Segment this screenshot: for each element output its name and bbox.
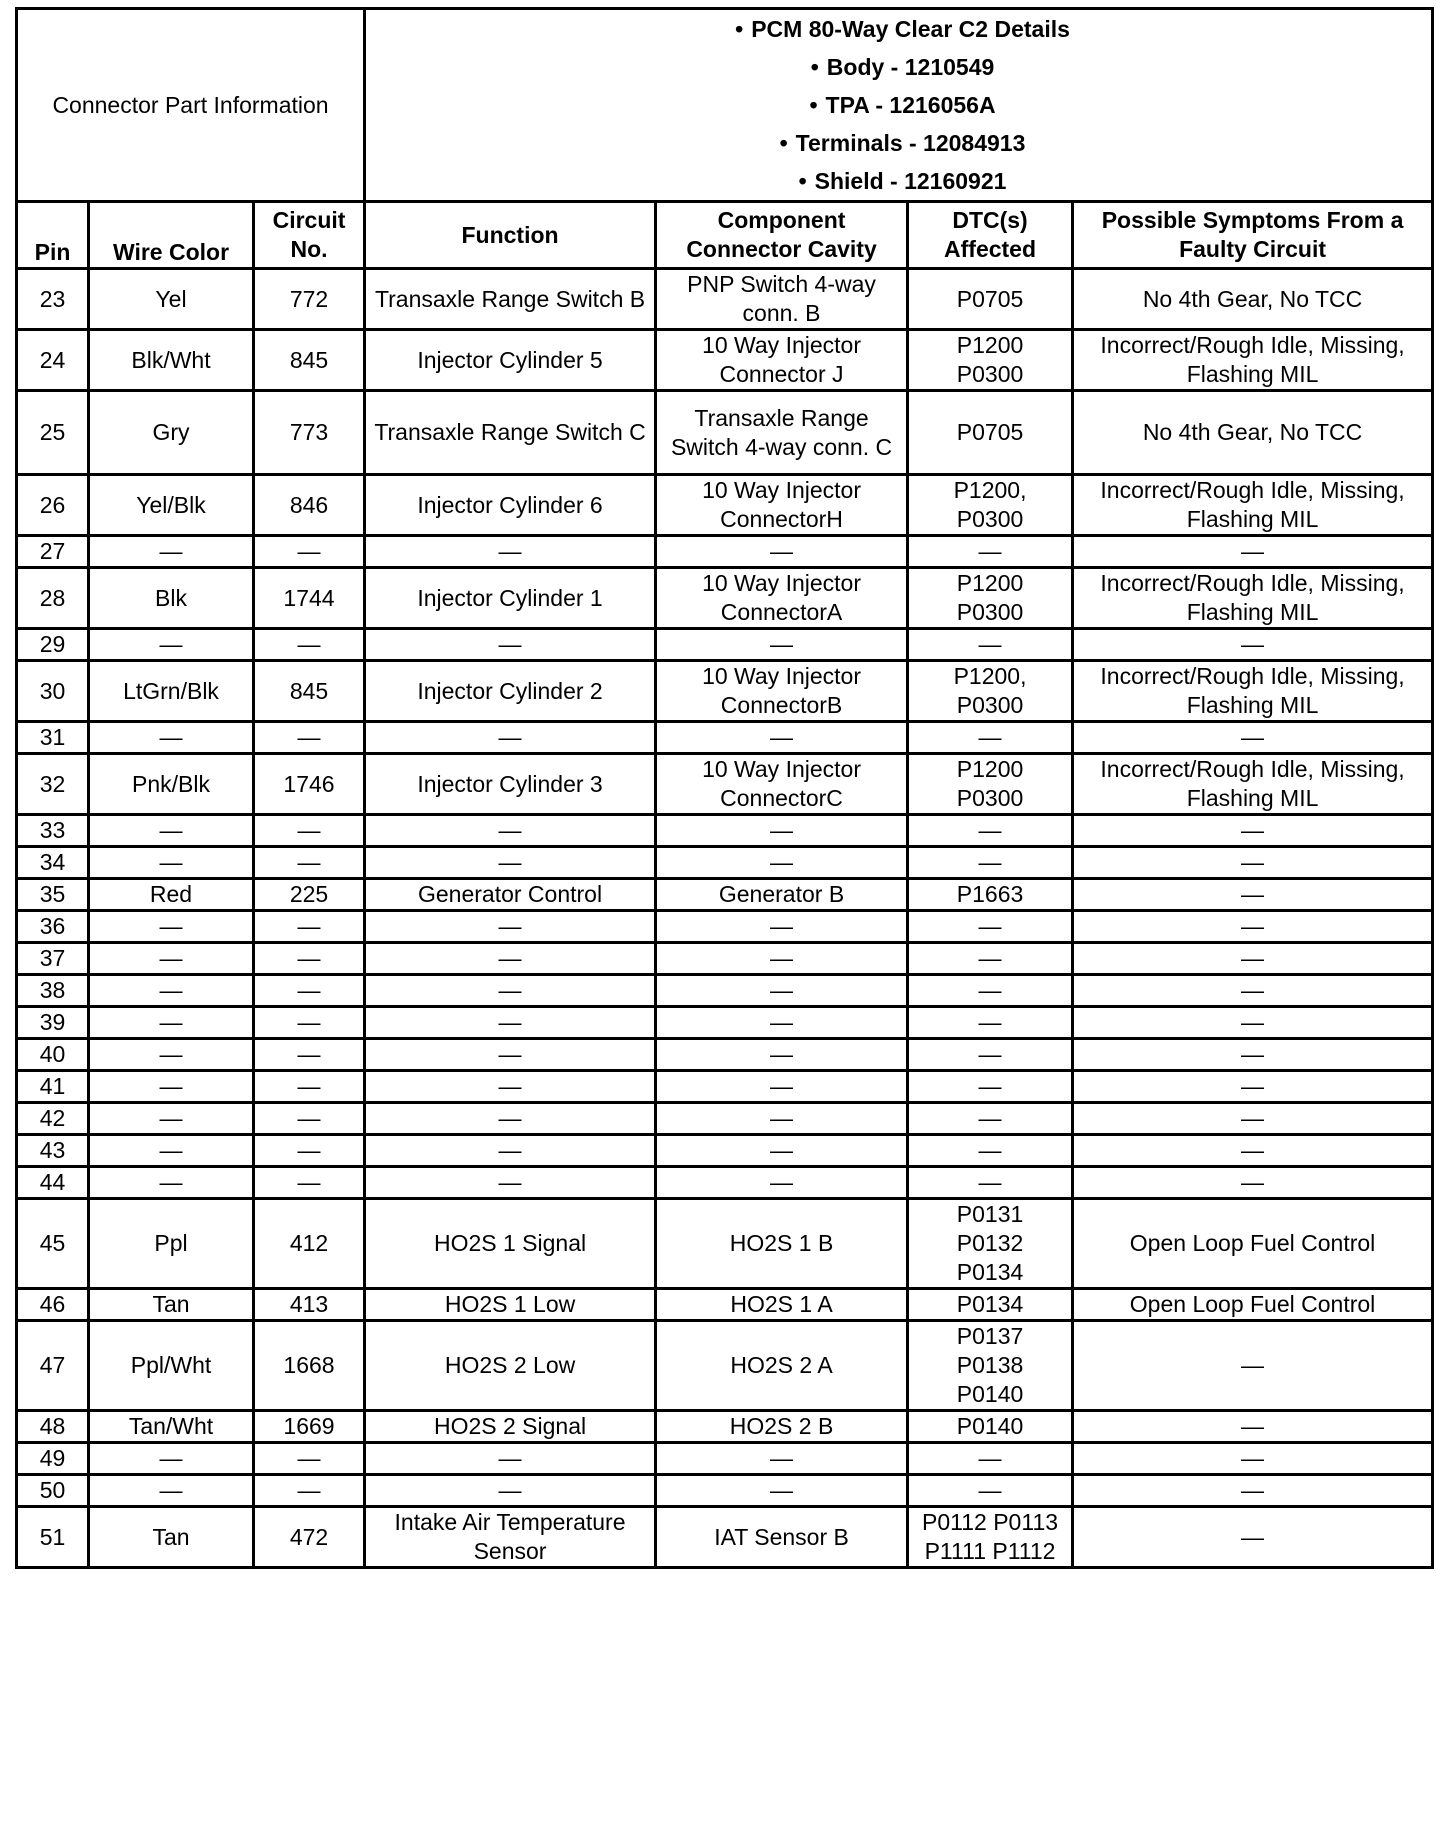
pin-cell: 50 xyxy=(17,1475,89,1507)
function-cell: — xyxy=(365,975,656,1007)
pin-cell: 49 xyxy=(17,1443,89,1475)
dtc-code: P0300 xyxy=(956,692,1024,718)
pin-cell: 27 xyxy=(17,536,89,568)
dtc-code: — xyxy=(978,1445,1002,1471)
dtc-code: P1200 xyxy=(956,756,1024,782)
dtc-cell xyxy=(908,1411,1073,1443)
dtc-code: P0134 xyxy=(956,1259,1024,1285)
connector-detail-item: • TPA - 1216056A xyxy=(370,86,1427,124)
dtc-cell xyxy=(908,1135,1073,1167)
pin-cell: 38 xyxy=(17,975,89,1007)
dtc-cell xyxy=(908,943,1073,975)
symptoms-cell: — xyxy=(1073,1411,1433,1443)
pin-cell: 32 xyxy=(17,754,89,815)
pin-cell: 51 xyxy=(17,1507,89,1568)
wire-color-cell: Red xyxy=(89,879,254,911)
wire-color-cell: — xyxy=(89,1103,254,1135)
dtc-cell xyxy=(908,391,1073,475)
connector-info-label: Connector Part Information xyxy=(17,9,365,202)
function-cell: — xyxy=(365,1103,656,1135)
circuit-cell: — xyxy=(254,1167,365,1199)
dtc-cell xyxy=(908,1071,1073,1103)
dtc-code: — xyxy=(978,977,1002,1003)
component-cell: — xyxy=(656,1039,908,1071)
wire-color-cell: Blk/Wht xyxy=(89,330,254,391)
circuit-cell: — xyxy=(254,975,365,1007)
function-cell: Transaxle Range Switch B xyxy=(365,269,656,330)
dtc-cell xyxy=(908,330,1073,391)
table-row xyxy=(17,722,1433,754)
dtc-cell xyxy=(908,661,1073,722)
function-cell: — xyxy=(365,815,656,847)
table-row xyxy=(17,1507,1433,1568)
header-dtc: DTC(s) Affected xyxy=(908,202,1073,269)
function-cell: — xyxy=(365,1167,656,1199)
pin-cell: 30 xyxy=(17,661,89,722)
function-cell: Injector Cylinder 3 xyxy=(365,754,656,815)
table-row xyxy=(17,815,1433,847)
table-row xyxy=(17,1135,1433,1167)
circuit-cell: — xyxy=(254,943,365,975)
table-row xyxy=(17,629,1433,661)
symptoms-cell: — xyxy=(1073,847,1433,879)
circuit-cell: — xyxy=(254,1007,365,1039)
dtc-cell xyxy=(908,754,1073,815)
circuit-cell: 1669 xyxy=(254,1411,365,1443)
circuit-cell: 845 xyxy=(254,661,365,722)
pin-cell: 39 xyxy=(17,1007,89,1039)
symptoms-cell: — xyxy=(1073,1167,1433,1199)
header-circuit: Circuit No. xyxy=(254,202,365,269)
table-row xyxy=(17,847,1433,879)
symptoms-cell: — xyxy=(1073,1475,1433,1507)
dtc-code: P0138 xyxy=(956,1352,1024,1378)
dtc-cell xyxy=(908,1007,1073,1039)
dtc-code: — xyxy=(978,1041,1002,1067)
pin-cell: 25 xyxy=(17,391,89,475)
pin-table xyxy=(15,7,1434,1569)
pin-cell: 45 xyxy=(17,1199,89,1289)
dtc-cell xyxy=(908,1199,1073,1289)
pin-cell: 42 xyxy=(17,1103,89,1135)
table-row xyxy=(17,1167,1433,1199)
connector-detail-item: • Terminals - 12084913 xyxy=(370,124,1427,162)
function-cell: HO2S 2 Signal xyxy=(365,1411,656,1443)
symptoms-cell: — xyxy=(1073,1103,1433,1135)
connector-info-row xyxy=(17,9,1433,202)
component-cell: HO2S 1 B xyxy=(656,1199,908,1289)
wire-color-cell: — xyxy=(89,975,254,1007)
symptoms-cell: — xyxy=(1073,536,1433,568)
dtc-code: P0112 P0113 xyxy=(922,1509,1059,1535)
component-cell: — xyxy=(656,536,908,568)
dtc-cell xyxy=(908,975,1073,1007)
connector-detail-item: • Body - 1210549 xyxy=(370,48,1427,86)
wire-color-cell: Tan/Wht xyxy=(89,1411,254,1443)
wire-color-cell: Yel/Blk xyxy=(89,475,254,536)
component-cell: — xyxy=(656,975,908,1007)
dtc-code: — xyxy=(978,1137,1002,1163)
dtc-code: — xyxy=(978,913,1002,939)
component-cell: 10 Way Injector Connector J xyxy=(656,330,908,391)
component-cell: PNP Switch 4-way conn. B xyxy=(656,269,908,330)
wire-color-cell: — xyxy=(89,1039,254,1071)
dtc-cell xyxy=(908,629,1073,661)
table-row xyxy=(17,1007,1433,1039)
component-cell: HO2S 1 A xyxy=(656,1289,908,1321)
table-row xyxy=(17,269,1433,330)
dtc-code: — xyxy=(978,945,1002,971)
table-row xyxy=(17,943,1433,975)
table-row xyxy=(17,568,1433,629)
symptoms-cell: — xyxy=(1073,722,1433,754)
pin-cell: 37 xyxy=(17,943,89,975)
dtc-code: P0300 xyxy=(956,599,1024,625)
function-cell: — xyxy=(365,629,656,661)
wire-color-cell: — xyxy=(89,1135,254,1167)
dtc-code: — xyxy=(978,1105,1002,1131)
dtc-cell xyxy=(908,536,1073,568)
table-row xyxy=(17,1103,1433,1135)
circuit-cell: — xyxy=(254,847,365,879)
symptoms-cell: Incorrect/Rough Idle, Missing, Flashing MIL xyxy=(1073,330,1433,391)
pin-cell: 26 xyxy=(17,475,89,536)
connector-table-sheet xyxy=(15,7,1431,1569)
header-pin: Pin xyxy=(17,202,89,269)
table-row xyxy=(17,1321,1433,1411)
wire-color-cell: — xyxy=(89,1007,254,1039)
dtc-cell xyxy=(908,1443,1073,1475)
table-row xyxy=(17,475,1433,536)
symptoms-cell: Incorrect/Rough Idle, Missing, Flashing MIL xyxy=(1073,754,1433,815)
dtc-cell xyxy=(908,1103,1073,1135)
wire-color-cell: — xyxy=(89,847,254,879)
wire-color-cell: Ppl xyxy=(89,1199,254,1289)
component-cell: — xyxy=(656,1443,908,1475)
dtc-cell xyxy=(908,722,1073,754)
dtc-cell xyxy=(908,1167,1073,1199)
dtc-cell xyxy=(908,1475,1073,1507)
function-cell: HO2S 2 Low xyxy=(365,1321,656,1411)
dtc-code: P0300 xyxy=(956,361,1024,387)
symptoms-cell: — xyxy=(1073,1071,1433,1103)
table-row xyxy=(17,1199,1433,1289)
circuit-cell: — xyxy=(254,1475,365,1507)
dtc-cell xyxy=(908,1321,1073,1411)
function-cell: — xyxy=(365,536,656,568)
component-cell: HO2S 2 B xyxy=(656,1411,908,1443)
circuit-cell: 472 xyxy=(254,1507,365,1568)
dtc-cell xyxy=(908,269,1073,330)
symptoms-cell: — xyxy=(1073,1321,1433,1411)
pin-cell: 48 xyxy=(17,1411,89,1443)
wire-color-cell: — xyxy=(89,815,254,847)
pin-cell: 35 xyxy=(17,879,89,911)
symptoms-cell: — xyxy=(1073,879,1433,911)
component-cell: 10 Way Injector ConnectorB xyxy=(656,661,908,722)
circuit-cell: — xyxy=(254,1135,365,1167)
circuit-cell: 773 xyxy=(254,391,365,475)
wire-color-cell: LtGrn/Blk xyxy=(89,661,254,722)
component-cell: 10 Way Injector ConnectorH xyxy=(656,475,908,536)
symptoms-cell: — xyxy=(1073,1039,1433,1071)
wire-color-cell: Pnk/Blk xyxy=(89,754,254,815)
circuit-cell: 413 xyxy=(254,1289,365,1321)
circuit-cell: 1668 xyxy=(254,1321,365,1411)
table-row xyxy=(17,330,1433,391)
circuit-cell: — xyxy=(254,1071,365,1103)
circuit-cell: 1746 xyxy=(254,754,365,815)
symptoms-cell: — xyxy=(1073,1135,1433,1167)
component-cell: — xyxy=(656,943,908,975)
table-row xyxy=(17,661,1433,722)
dtc-code: P0300 xyxy=(956,506,1024,532)
table-row xyxy=(17,1443,1433,1475)
function-cell: Injector Cylinder 5 xyxy=(365,330,656,391)
circuit-cell: 845 xyxy=(254,330,365,391)
dtc-code: P1200 xyxy=(956,570,1024,596)
dtc-cell xyxy=(908,847,1073,879)
component-cell: — xyxy=(656,722,908,754)
circuit-cell: — xyxy=(254,815,365,847)
component-cell: Generator B xyxy=(656,879,908,911)
dtc-code: — xyxy=(978,724,1002,750)
function-cell: — xyxy=(365,1007,656,1039)
dtc-cell xyxy=(908,879,1073,911)
wire-color-cell: Yel xyxy=(89,269,254,330)
symptoms-cell: No 4th Gear, No TCC xyxy=(1073,391,1433,475)
symptoms-cell: Open Loop Fuel Control xyxy=(1073,1289,1433,1321)
component-cell: — xyxy=(656,911,908,943)
wire-color-cell: Tan xyxy=(89,1289,254,1321)
function-cell: Injector Cylinder 2 xyxy=(365,661,656,722)
pin-cell: 43 xyxy=(17,1135,89,1167)
dtc-code: — xyxy=(978,1009,1002,1035)
wire-color-cell: Ppl/Wht xyxy=(89,1321,254,1411)
component-cell: HO2S 2 A xyxy=(656,1321,908,1411)
dtc-cell xyxy=(908,1289,1073,1321)
component-cell: — xyxy=(656,1475,908,1507)
table-row xyxy=(17,1411,1433,1443)
function-cell: — xyxy=(365,722,656,754)
dtc-code: P0140 xyxy=(956,1413,1024,1439)
function-cell: — xyxy=(365,1039,656,1071)
header-wire-color: Wire Color xyxy=(89,202,254,269)
wire-color-cell: — xyxy=(89,943,254,975)
table-row xyxy=(17,1475,1433,1507)
pin-cell: 34 xyxy=(17,847,89,879)
pin-cell: 44 xyxy=(17,1167,89,1199)
table-row xyxy=(17,1039,1433,1071)
dtc-cell xyxy=(908,475,1073,536)
dtc-code: P0137 xyxy=(956,1323,1024,1349)
function-cell: — xyxy=(365,1071,656,1103)
symptoms-cell: Incorrect/Rough Idle, Missing, Flashing MIL xyxy=(1073,568,1433,629)
component-cell: — xyxy=(656,1103,908,1135)
component-cell: IAT Sensor B xyxy=(656,1507,908,1568)
component-cell: — xyxy=(656,815,908,847)
pin-cell: 28 xyxy=(17,568,89,629)
component-cell: — xyxy=(656,1071,908,1103)
circuit-cell: — xyxy=(254,629,365,661)
dtc-code: — xyxy=(978,1169,1002,1195)
function-cell: — xyxy=(365,943,656,975)
dtc-code: P1200, xyxy=(953,477,1027,503)
wire-color-cell: Blk xyxy=(89,568,254,629)
wire-color-cell: — xyxy=(89,722,254,754)
function-cell: — xyxy=(365,847,656,879)
table-row xyxy=(17,1289,1433,1321)
dtc-code: P1111 P1112 xyxy=(924,1538,1056,1564)
symptoms-cell: Incorrect/Rough Idle, Missing, Flashing MIL xyxy=(1073,475,1433,536)
table-row xyxy=(17,975,1433,1007)
circuit-cell: — xyxy=(254,722,365,754)
component-cell: Transaxle Range Switch 4-way conn. C xyxy=(656,391,908,475)
function-cell: HO2S 1 Signal xyxy=(365,1199,656,1289)
component-cell: — xyxy=(656,629,908,661)
function-cell: — xyxy=(365,911,656,943)
dtc-code: P0140 xyxy=(956,1381,1024,1407)
circuit-cell: 412 xyxy=(254,1199,365,1289)
dtc-code: P0132 xyxy=(956,1230,1024,1256)
symptoms-cell: — xyxy=(1073,943,1433,975)
function-cell: Injector Cylinder 6 xyxy=(365,475,656,536)
dtc-code: — xyxy=(978,1477,1002,1503)
connector-info-details xyxy=(365,9,1433,202)
pin-cell: 40 xyxy=(17,1039,89,1071)
function-cell: — xyxy=(365,1475,656,1507)
component-cell: — xyxy=(656,1135,908,1167)
circuit-cell: — xyxy=(254,911,365,943)
wire-color-cell: — xyxy=(89,536,254,568)
connector-details-list xyxy=(370,10,1427,200)
symptoms-cell: — xyxy=(1073,815,1433,847)
circuit-cell: — xyxy=(254,536,365,568)
dtc-code: — xyxy=(978,538,1002,564)
dtc-code: — xyxy=(978,631,1002,657)
connector-detail-item: • PCM 80-Way Clear C2 Details xyxy=(370,10,1427,48)
pin-cell: 31 xyxy=(17,722,89,754)
dtc-code: P0131 xyxy=(956,1201,1024,1227)
wire-color-cell: Gry xyxy=(89,391,254,475)
symptoms-cell: — xyxy=(1073,1507,1433,1568)
pin-cell: 47 xyxy=(17,1321,89,1411)
symptoms-cell: — xyxy=(1073,911,1433,943)
symptoms-cell: — xyxy=(1073,1007,1433,1039)
function-cell: — xyxy=(365,1443,656,1475)
table-row xyxy=(17,911,1433,943)
dtc-code: — xyxy=(978,849,1002,875)
symptoms-cell: — xyxy=(1073,629,1433,661)
table-row xyxy=(17,391,1433,475)
function-cell: Injector Cylinder 1 xyxy=(365,568,656,629)
dtc-code: P1200, xyxy=(953,663,1027,689)
symptoms-cell: No 4th Gear, No TCC xyxy=(1073,269,1433,330)
connector-detail-item: • Shield - 12160921 xyxy=(370,162,1427,200)
dtc-cell xyxy=(908,1507,1073,1568)
symptoms-cell: Open Loop Fuel Control xyxy=(1073,1199,1433,1289)
table-row xyxy=(17,536,1433,568)
dtc-cell xyxy=(908,911,1073,943)
dtc-code: P0705 xyxy=(956,285,1024,312)
circuit-cell: — xyxy=(254,1103,365,1135)
dtc-code: P0300 xyxy=(956,785,1024,811)
pin-cell: 41 xyxy=(17,1071,89,1103)
wire-color-cell: — xyxy=(89,1475,254,1507)
dtc-cell xyxy=(908,568,1073,629)
function-cell: — xyxy=(365,1135,656,1167)
circuit-cell: 225 xyxy=(254,879,365,911)
circuit-cell: 1744 xyxy=(254,568,365,629)
table-row xyxy=(17,1071,1433,1103)
header-row xyxy=(17,202,1433,269)
function-cell: Transaxle Range Switch C xyxy=(365,391,656,475)
pin-cell: 29 xyxy=(17,629,89,661)
circuit-cell: — xyxy=(254,1443,365,1475)
symptoms-cell: — xyxy=(1073,975,1433,1007)
header-function: Function xyxy=(365,202,656,269)
circuit-cell: 772 xyxy=(254,269,365,330)
dtc-code: — xyxy=(978,1073,1002,1099)
circuit-cell: — xyxy=(254,1039,365,1071)
dtc-code: P0134 xyxy=(956,1291,1024,1317)
dtc-cell xyxy=(908,1039,1073,1071)
dtc-code: P0705 xyxy=(956,419,1024,445)
component-cell: — xyxy=(656,1007,908,1039)
wire-color-cell: — xyxy=(89,1071,254,1103)
dtc-code: P1663 xyxy=(956,881,1024,907)
function-cell: HO2S 1 Low xyxy=(365,1289,656,1321)
wire-color-cell: — xyxy=(89,1167,254,1199)
pin-cell: 46 xyxy=(17,1289,89,1321)
function-cell: Generator Control xyxy=(365,879,656,911)
dtc-code: — xyxy=(978,817,1002,843)
dtc-cell xyxy=(908,815,1073,847)
component-cell: 10 Way Injector ConnectorC xyxy=(656,754,908,815)
wire-color-cell: — xyxy=(89,1443,254,1475)
component-cell: — xyxy=(656,1167,908,1199)
pin-cell: 33 xyxy=(17,815,89,847)
function-cell: Intake Air Temperature Sensor xyxy=(365,1507,656,1568)
symptoms-cell: Incorrect/Rough Idle, Missing, Flashing MIL xyxy=(1073,661,1433,722)
header-symptoms: Possible Symptoms From a Faulty Circuit xyxy=(1073,202,1433,269)
header-component: Component Connector Cavity xyxy=(656,202,908,269)
table-row xyxy=(17,754,1433,815)
dtc-code: P1200 xyxy=(956,332,1024,358)
pin-cell: 36 xyxy=(17,911,89,943)
wire-color-cell: — xyxy=(89,629,254,661)
pin-cell: 24 xyxy=(17,330,89,391)
circuit-cell: 846 xyxy=(254,475,365,536)
wire-color-cell: — xyxy=(89,911,254,943)
component-cell: 10 Way Injector ConnectorA xyxy=(656,568,908,629)
table-row xyxy=(17,879,1433,911)
symptoms-cell: — xyxy=(1073,1443,1433,1475)
pin-cell: 23 xyxy=(17,269,89,330)
component-cell: — xyxy=(656,847,908,879)
wire-color-cell: Tan xyxy=(89,1507,254,1568)
